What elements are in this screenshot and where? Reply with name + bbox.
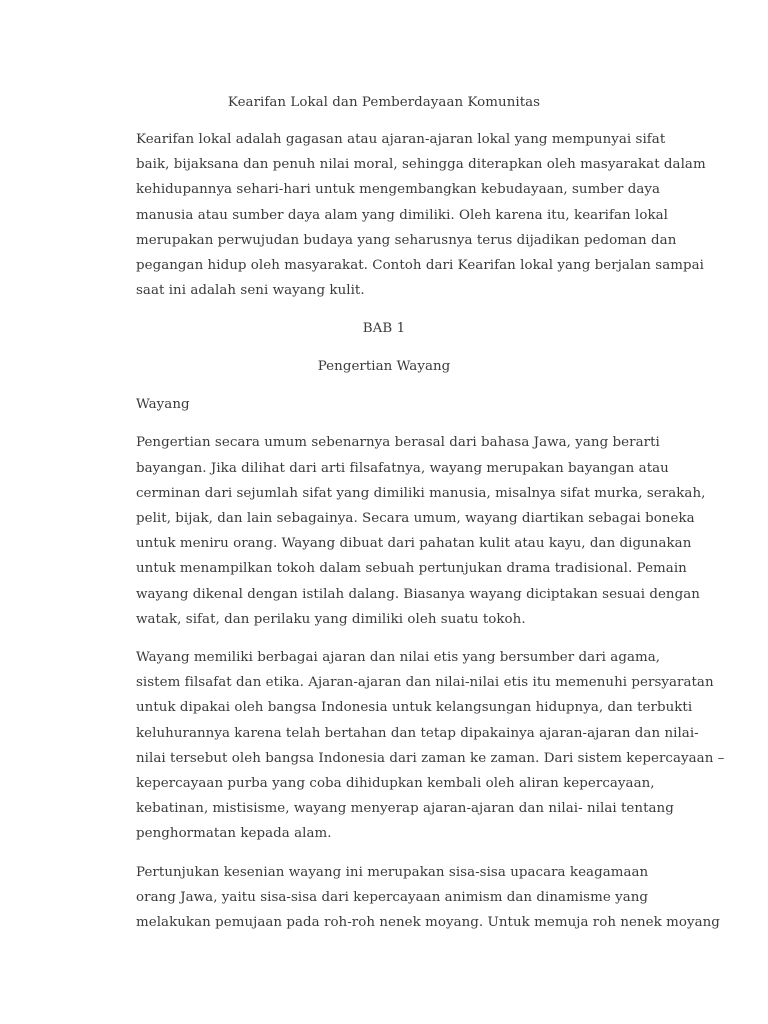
body-paragraph-2 xyxy=(88,645,725,847)
text-line: pelit, bijak, dan lain sebagainya. Secara umum, wayang diartikan sebagai boneka xyxy=(136,511,695,527)
text-line: Kearifan lokal adalah gagasan atau ajaran-ajaran lokal yang mempunyai sifat xyxy=(136,132,666,147)
chapter-title: Pengertian Wayang xyxy=(317,359,451,375)
text-line: untuk meniru orang. Wayang dibuat dari pahatan kulit atau kayu, dan digunakan xyxy=(136,536,692,552)
body-paragraph-1 xyxy=(88,430,706,632)
text-line: orang Jawa, yaitu sisa-sisa dari kepercayaan animism dan dinamisme yang xyxy=(136,889,649,905)
intro-paragraph xyxy=(88,127,706,303)
text-line: bayangan. Jika dilihat dari arti filsafatnya, wayang merupakan bayangan atau xyxy=(136,460,669,476)
text-line: manusia atau sumber daya alam yang dimiliki. Oleh karena itu, kearifan lokal xyxy=(136,207,668,223)
text-line: wayang dikenal dengan istilah dalang. Biasanya wayang diciptakan sesuai dengan xyxy=(136,586,700,602)
text-line: Wayang memiliki berbagai ajaran dan nilai etis yang bersumber dari agama, xyxy=(136,650,661,666)
text-line: baik, bijaksana dan penuh nilai moral, sehingga diterapkan oleh masyarakat dalam xyxy=(136,157,706,173)
text-line: kepercayaan purba yang coba dihidupkan kembali oleh aliran kepercayaan, xyxy=(136,776,655,792)
section-subheading: Wayang xyxy=(136,397,190,413)
text-line: untuk dipakai oleh bangsa Indonesia untuk kelangsungan hidupnya, dan terbukti xyxy=(136,700,693,716)
text-line: merupakan perwujudan budaya yang seharusnya terus dijadikan pedoman dan xyxy=(136,232,677,248)
text-line: kehidupannya sehari-hari untuk mengembangkan kebudayaan, sumber daya xyxy=(136,182,661,198)
text-line: kebatinan, mistisisme, wayang menyerap ajaran-ajaran dan nilai- nilai tentang xyxy=(136,801,674,817)
text-line: sistem filsafat dan etika. Ajaran-ajaran dan nilai-nilai etis itu memenuhi persyaratan xyxy=(136,675,714,691)
text-line: pegangan hidup oleh masyarakat. Contoh dari Kearifan lokal yang berjalan sampai xyxy=(136,258,704,274)
text-line: watak, sifat, dan perilaku yang dimiliki oleh suatu tokoh. xyxy=(136,611,526,627)
text-line: cerminan dari sejumlah sifat yang dimiliki manusia, misalnya sifat murka, serakah, xyxy=(136,485,706,501)
text-line: saat ini adalah seni wayang kulit. xyxy=(136,283,365,299)
text-line: untuk menampilkan tokoh dalam sebuah pertunjukan drama tradisional. Pemain xyxy=(136,561,687,577)
document-page xyxy=(88,93,725,948)
text-line: Pengertian secara umum sebenarnya berasal dari bahasa Jawa, yang berarti xyxy=(136,435,660,451)
text-line: nilai tersebut oleh bangsa Indonesia dari zaman ke zaman. Dari sistem kepercayaan – xyxy=(136,750,725,766)
body-paragraph-3 xyxy=(88,860,720,936)
text-line: keluhurannya karena telah bertahan dan tetap dipakainya ajaran-ajaran dan nilai- xyxy=(136,725,699,741)
text-line: penghormatan kepada alam. xyxy=(136,826,332,842)
text-line: melakukan pemujaan pada roh-roh nenek moyang. Untuk memuja roh nenek moyang xyxy=(136,915,720,931)
text-line: Pertunjukan kesenian wayang ini merupakan sisa-sisa upacara keagamaan xyxy=(136,864,649,880)
chapter-label: BAB 1 xyxy=(362,321,406,337)
document-title: Kearifan Lokal dan Pemberdayaan Komunitas xyxy=(227,95,541,110)
